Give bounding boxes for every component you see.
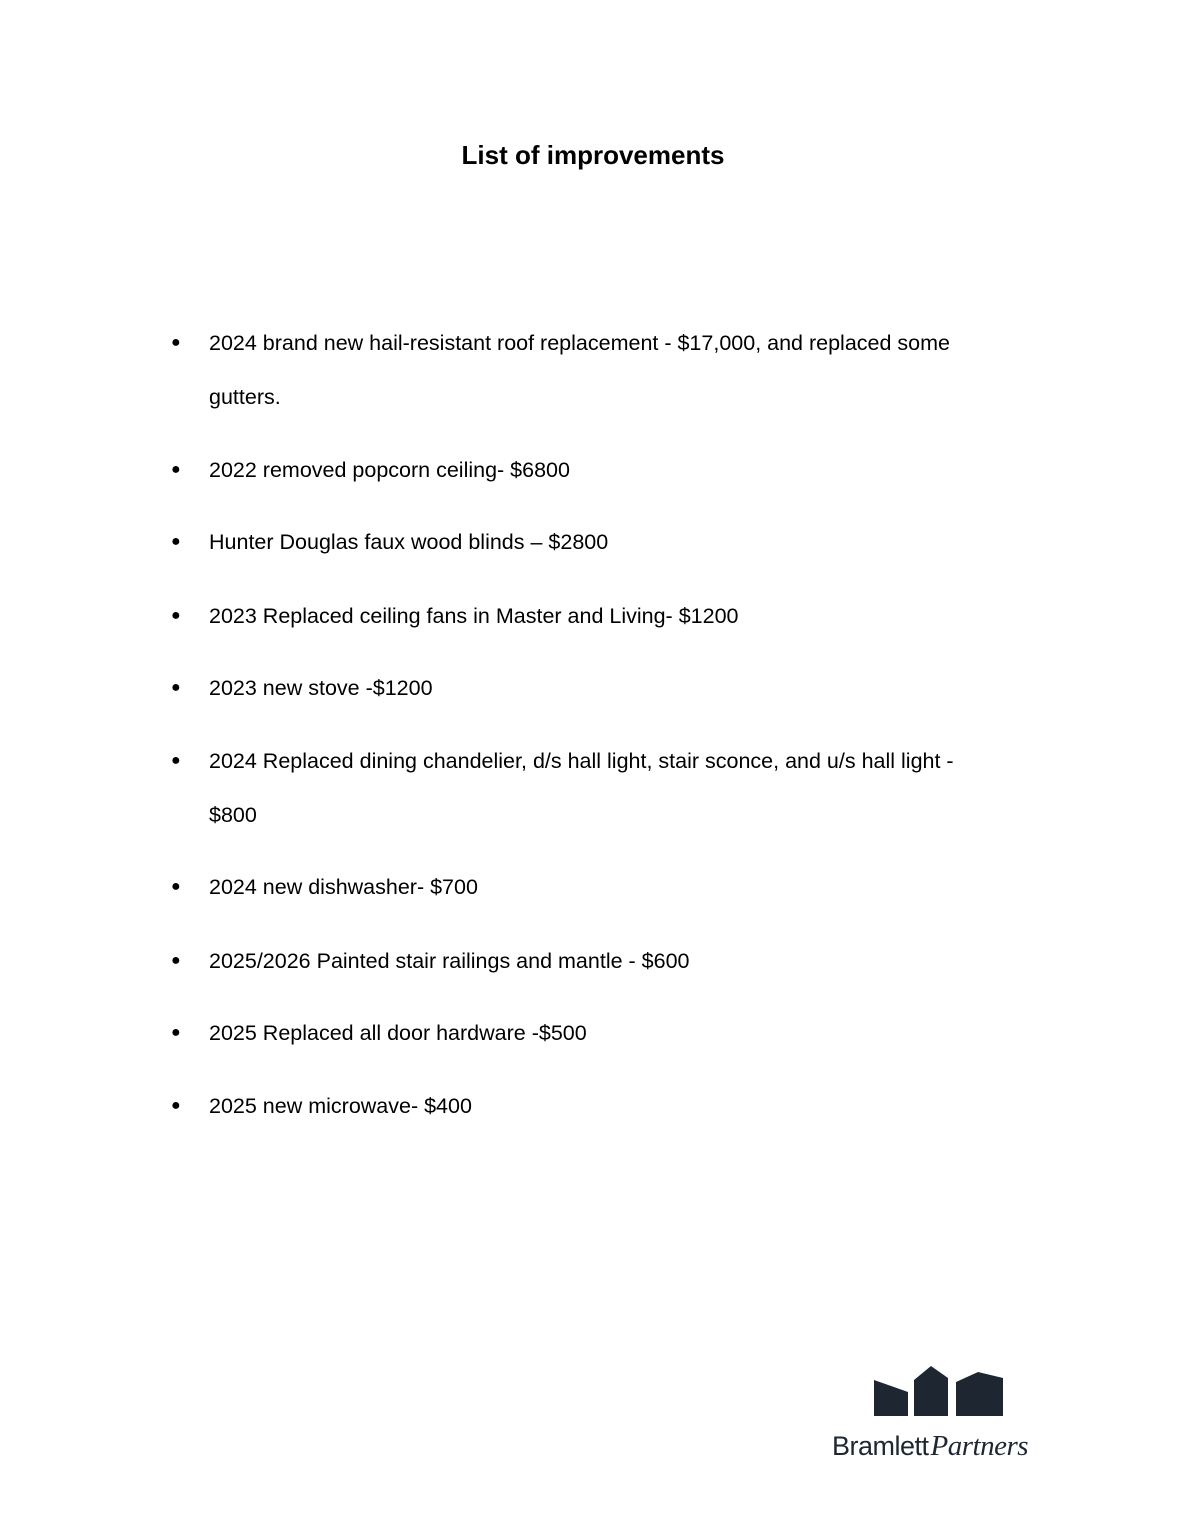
- page-title: List of improvements: [461, 140, 725, 170]
- list-item: [171, 661, 1039, 715]
- list-item-line: gutters.: [209, 385, 281, 409]
- logo-wordmark: [832, 1430, 1028, 1463]
- list-item: [171, 934, 1039, 988]
- list-item-line: Hunter Douglas faux wood blinds – $2800: [209, 530, 609, 554]
- bullet-icon: ●: [171, 752, 181, 769]
- list-item-line: 2023 Replaced ceiling fans in Master and Living- $1200: [209, 604, 739, 628]
- bullet-icon: ●: [171, 461, 181, 478]
- bullet-icon: ●: [171, 334, 181, 351]
- list-item-line: 2025 Replaced all door hardware -$500: [209, 1021, 587, 1045]
- list-item: [171, 1006, 1039, 1060]
- logo-name-regular: Bramlett: [832, 1431, 929, 1461]
- bullet-icon: ●: [171, 878, 181, 895]
- list-item-line: 2025 new microwave- $400: [209, 1094, 472, 1118]
- company-logo: [826, 1360, 1056, 1470]
- list-item: [171, 589, 1039, 643]
- list-item-line: 2022 removed popcorn ceiling- $6800: [209, 458, 570, 482]
- bullet-icon: ●: [171, 679, 181, 696]
- list-item-line: 2025/2026 Painted stair railings and mantle - $600: [209, 949, 690, 973]
- list-item: [171, 1079, 1039, 1133]
- list-item-line: 2024 brand new hail-resistant roof replacement - $17,000, and replaced some: [209, 331, 951, 355]
- bullet-icon: ●: [171, 607, 181, 624]
- list-item-line: 2023 new stove -$1200: [209, 676, 433, 700]
- bullet-icon: ●: [171, 533, 181, 550]
- list-item: [171, 734, 1039, 842]
- list-item-line: 2024 new dishwasher- $700: [209, 875, 478, 899]
- list-item-line: 2024 Replaced dining chandelier, d/s hall light, stair sconce, and u/s hall light -: [209, 749, 954, 773]
- bullet-icon: ●: [171, 1024, 181, 1041]
- bullet-icon: ●: [171, 952, 181, 969]
- list-item-line: $800: [209, 803, 257, 827]
- logo-name-italic: Partners: [930, 1430, 1029, 1462]
- buildings-logo-icon: [874, 1364, 1004, 1418]
- list-item: [171, 515, 1039, 569]
- list-item: [171, 316, 1039, 424]
- list-item: [171, 443, 1039, 497]
- list-item: [171, 860, 1039, 914]
- bullet-icon: ●: [171, 1097, 181, 1114]
